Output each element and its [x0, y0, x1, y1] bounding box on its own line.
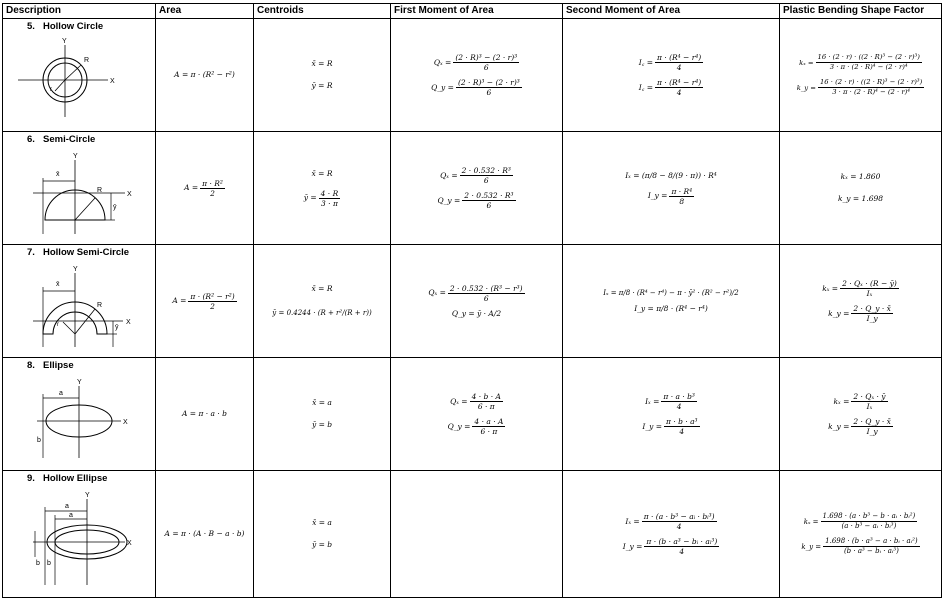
svg-text:a: a	[65, 503, 69, 510]
shape-factor-y: k_y = 1.698	[837, 194, 884, 203]
row-title: 8. Ellipse	[27, 360, 74, 371]
hollow-semi-circle-diagram	[3, 259, 153, 355]
svg-text:ȳ: ȳ	[113, 204, 117, 211]
first-moment-x: Qₓ = $\frac{\text{2 · 0.532 · R³}}{6}$	[440, 166, 511, 185]
shape-factor-y: k_y = $\frac{2 \cdot Q\_y \cdot x̄}{I\_y}$	[828, 304, 891, 323]
svg-text:X: X	[123, 419, 128, 426]
centroid-x: x̄ = R	[311, 284, 333, 293]
first-moment-x: Qₓ = $\frac{\text{2 · 0.532 · (R³ − r³)}}{6}$	[428, 283, 523, 303]
header-centroids: Centroids	[254, 4, 391, 19]
svg-text:Y: Y	[85, 492, 90, 499]
shape-factor-x: kₓ = $\frac{\text{2 · Qₓ · ȳ}}{\text{Iₓ}}$	[833, 392, 886, 411]
second-moment-y: I_y = π/8 · (R⁴ − r⁴)	[634, 304, 708, 313]
first-moment-y: Q_y = $\frac{4 \cdot a \cdot A}{6 \cdot \pi}$	[447, 417, 504, 436]
centroid-y: ȳ = 0.4244 · (R + r²/(R + r))	[272, 309, 372, 317]
centroid-y: ȳ = b	[311, 420, 333, 429]
header-shape-factor: Plastic Bending Shape Factor	[780, 4, 942, 19]
area-formula: A = π · (A · B − a · b)	[164, 529, 245, 538]
shape-factor-x: kₓ = $\frac{\text{16 · (2 · r) · ((2 · R)³ − (2 · r)³)}}{\text{3 · π · (2 · R)⁴ − (2 · r)⁴}}$	[799, 53, 920, 71]
svg-text:Y: Y	[77, 379, 82, 386]
svg-text:a: a	[69, 512, 73, 519]
table-row-semi-circle	[3, 132, 942, 245]
row-title: 5. Hollow Circle	[27, 21, 104, 32]
section-properties-table	[2, 3, 942, 598]
svg-text:r: r	[57, 322, 59, 328]
second-moment-x: Iₓ = π/8 · (R⁴ − r⁴) − π · ȳ² · (R² − r²)/2	[603, 289, 739, 297]
area-formula: A = $\frac{\text{π · R²}}{2}$	[184, 178, 223, 198]
shape-factor-x: kₓ = $\frac{\text{1.698 · (a · b³ − b · aᵢ · bᵢ²)}}{\text{(a · b³ − aᵢ · bᵢ³)}}$	[803, 512, 916, 530]
svg-text:R: R	[84, 57, 90, 64]
shape-factor-x: kₓ = 1.860	[840, 172, 881, 181]
second-moment-y: I_y = $\frac{\text{π · R⁴}}{8}$	[647, 186, 693, 206]
centroid-x: x̄ = a	[312, 398, 332, 407]
table-row-hollow-ellipse	[3, 471, 942, 598]
table-row-ellipse	[3, 358, 942, 471]
centroid-y: ȳ = b	[311, 540, 333, 549]
header-first-moment: First Moment of Area	[391, 4, 563, 19]
hollow-ellipse-diagram	[3, 485, 153, 595]
first-moment-x: Qₓ = $\frac{4 \cdot b \cdot A}{6 \cdot \pi}$	[450, 392, 501, 411]
area-formula: A = π · (R² − r²)	[174, 70, 235, 79]
hollow-circle-diagram	[3, 33, 153, 129]
semi-circle-diagram	[3, 146, 153, 242]
first-moment-x: Qₓ = $\frac{\text{(2 · R)³ − (2 · r)³}}{6}$	[433, 53, 518, 72]
svg-text:b: b	[47, 560, 51, 567]
second-moment-y: I_y = $\frac{\text{π · b · a³}}{4}$	[642, 417, 698, 436]
svg-text:x̄: x̄	[56, 171, 60, 178]
row-title: 7. Hollow Semi-Circle	[27, 247, 130, 258]
centroid-x: x̄ = R	[311, 59, 333, 68]
header-second-moment: Second Moment of Area	[563, 4, 780, 19]
shape-factor-y: k_y = $\frac{\text{16 · (2 · r) · ((2 · R)³ − (2 · r)³)}}{\text{3 · π · (2 · R)⁴ − (2 · r)⁴}}$	[796, 78, 923, 96]
second-moment-x: Iₓ = $\frac{\text{π · (a · b³ − aᵢ · bᵢ³)}}{4}$	[625, 512, 715, 531]
centroid-y: ȳ = $\frac{4 \cdot R}{3 \cdot \pi}$	[303, 188, 339, 208]
svg-text:Y: Y	[62, 38, 67, 45]
svg-text:X: X	[126, 319, 131, 326]
area-formula: A = π · a · b	[182, 409, 227, 418]
row-title: 6. Semi-Circle	[27, 134, 96, 145]
svg-text:R: R	[97, 302, 103, 309]
svg-text:R: R	[97, 187, 103, 194]
second-moment-y: I꜀ = $\frac{\text{π · (R⁴ − r⁴)}}{4}$	[638, 78, 702, 97]
header-area: Area	[156, 4, 254, 19]
header-description: Description	[3, 4, 156, 19]
table-row-hollow-semi-circle	[3, 245, 942, 358]
second-moment-x: Iₓ = $\frac{\text{π · a · b³}}{4}$	[645, 392, 695, 411]
svg-text:ȳ: ȳ	[115, 324, 119, 331]
row-title: 9. Hollow Ellipse	[27, 473, 108, 484]
shape-factor-x: kₓ = $\frac{\text{2 · Qₓ · (R − ȳ)}}{\text{Iₓ}}$	[822, 279, 897, 298]
svg-text:b: b	[37, 437, 41, 444]
svg-text:X: X	[127, 191, 132, 198]
area-formula: A = $\frac{\text{π · (R² − r²)}}{2}$	[172, 291, 235, 311]
svg-text:b: b	[36, 560, 40, 567]
table-row-hollow-circle	[3, 19, 942, 132]
first-moment-y: Q_y = $\frac{\text{(2 · R)³ − (2 · r)³}}{6}$	[431, 78, 520, 97]
second-moment-x: I꜀ = $\frac{\text{π · (R⁴ − r⁴)}}{4}$	[638, 53, 702, 72]
second-moment-x: Iₓ = (π/8 − 8/(9 · π)) · R⁴	[625, 170, 717, 180]
svg-text:x̄: x̄	[56, 281, 60, 288]
ellipse-diagram	[3, 372, 153, 468]
svg-text:X: X	[110, 78, 115, 85]
shape-factor-y: k_y = $\frac{2 \cdot Q\_y \cdot x̄}{I\_y}$	[828, 417, 891, 436]
svg-text:X: X	[127, 540, 132, 547]
svg-text:Y: Y	[73, 153, 78, 160]
svg-text:Y: Y	[73, 266, 78, 273]
second-moment-y: I_y = $\frac{\text{π · (b · a³ − bᵢ · aᵢ³)}}{4}$	[622, 537, 718, 556]
centroid-x: x̄ = R	[311, 168, 333, 178]
shape-factor-y: k_y = $\frac{\text{1.698 · (b · a³ − a · bᵢ · aᵢ²)}}{\text{(b · a³ − bᵢ · aᵢ³)}}$	[801, 537, 918, 555]
svg-text:a: a	[59, 390, 63, 397]
centroid-y: ȳ = R	[311, 81, 333, 90]
header-row	[3, 4, 942, 19]
svg-text:r: r	[50, 87, 52, 93]
first-moment-y: Q_y = ȳ · A/2	[451, 308, 502, 318]
centroid-x: x̄ = a	[312, 518, 332, 527]
first-moment-y: Q_y = $\frac{\text{2 · 0.532 · R³}}{6}$	[437, 191, 514, 210]
first-moment-empty	[391, 471, 562, 597]
